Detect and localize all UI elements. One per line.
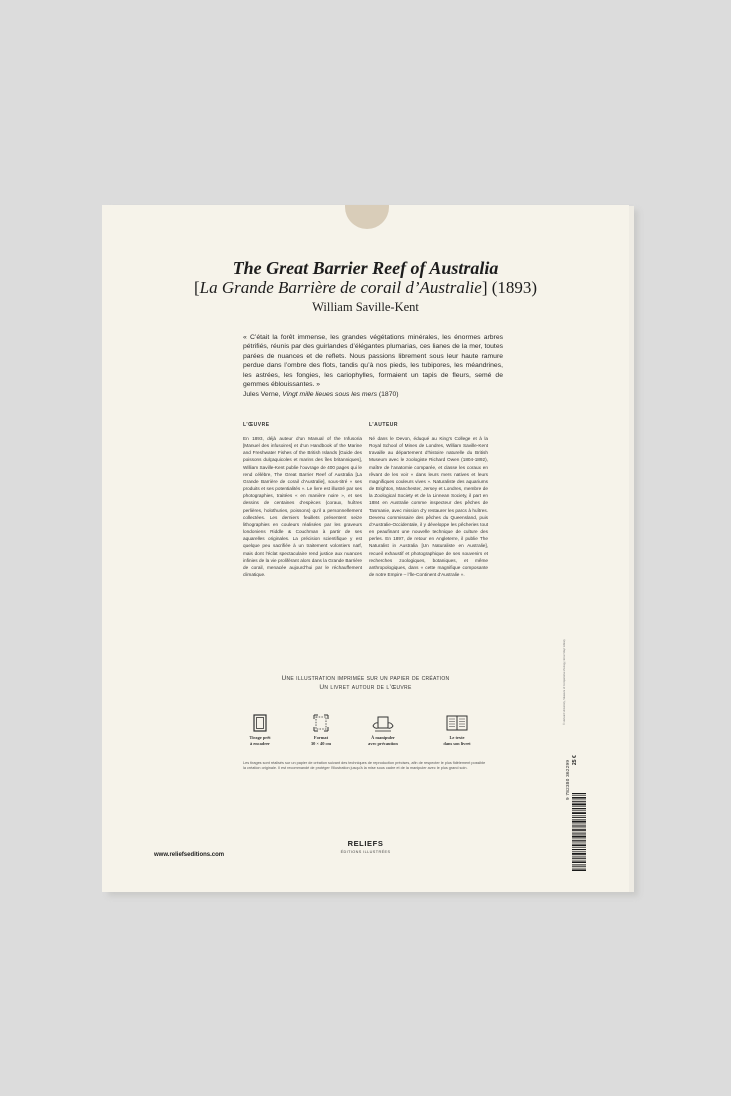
artwork-subtitle: [102, 277, 629, 299]
tagline-print: Une illustration imprimée sur un papier de création: [281, 675, 450, 682]
handle-care-icon: [372, 714, 394, 732]
artwork-title: The Great Barrier Reef of Australia: [232, 258, 499, 278]
feature-handle-care: [353, 714, 413, 746]
feature-framed-print: [230, 714, 290, 746]
price-label: 25 €: [572, 755, 578, 765]
auteur-text: Né dans le Devon, éduqué au King’s College et à la Royal School of Mines de Londres, William Saville-Kent travaille au département d’histoire naturelle du British Museum avec le zoologiste Richard Owen (1804-1892), maître de l’anatomie comparée, et classe les coraux en rêvant de les voir « dans leurs mers natives et leurs magnifiques couleurs vives ». Naturaliste des aquariums de Brighton, Manchester, Jersey et Londres, membre de la Zoological Society et de la Linnean Society, il part en 1884 en Australie comme inspecteur des pêches de Tasmanie, avec mission d’y restaurer les parcs à huîtres. Devenu commissaire des pêches du Queensland, puis d’Australie-Occidentale, il y développe les pêcheries tout en peaufinant une nouvelle technique de culture des perles. En 1897, de retour en Angleterre, il publie The Naturalist in Australia [Un Naturaliste en Australie], recueil exhaustif et photographique de ses souvenirs et recherches zoologiques, botaniques, et même anthropologiques, dans « cette magnifique composante de notre Empire – l’Île-Continent d’Australie ».: [369, 436, 488, 577]
feature-label-2: dans son livret: [443, 740, 471, 746]
tagline-booklet: Un livret autour de l’œuvre: [319, 684, 412, 691]
epigraph-source-year: (1870): [377, 391, 399, 398]
auteur-heading: L’AUTEUR: [369, 422, 398, 428]
format-icon: [313, 714, 329, 732]
booklet-icon: [446, 714, 468, 732]
barcode-icon: [572, 793, 586, 871]
subtitle-french-title: La Grande Barrière de corail d’Australie: [199, 278, 482, 297]
website-link: www.reliefseditions.com: [154, 852, 225, 858]
oeuvre-heading: L’ŒUVRE: [243, 422, 270, 428]
feature-label-1: Le texte: [449, 735, 465, 740]
feature-format: [291, 714, 351, 746]
feature-booklet: [427, 714, 487, 746]
feature-label-2: 30 × 40 cm: [310, 740, 332, 746]
framed-print-icon: [253, 714, 267, 732]
publisher-tagline: ÉDITIONS ILLUSTRÉES: [340, 850, 391, 854]
epigraph-source-work: Vingt mille lieues sous les mers: [282, 391, 377, 398]
portfolio-sleeve: [102, 205, 629, 892]
epigraph-quote: « C’était la forêt immense, les grandes végétations minérales, les énormes arbres pétrifiés, réunis par des guirlandes d’élégantes plumarias, ces lianes de la mer, toutes parées de nuances et de reflets. Nous passions librement sous leur haute ramure perdue dans l’ombre des flots, tandis qu’à nos pieds, les tubipores, les méandrines, les astrées, les fongies, les cariophylles, formaient un tapis de fleurs, semé de gemmes éblouissantes. »: [243, 334, 503, 389]
epigraph-source-author: Jules Verne,: [243, 391, 283, 398]
feature-label-1: À manipuler: [371, 735, 395, 740]
thumb-notch: [345, 205, 389, 229]
publisher-logo: RELIEFS: [347, 839, 384, 848]
oeuvre-text: En 1893, déjà auteur d’un Manual of the Infusoria [Manuel des infusoires] et d’un Handbook of the Marine and Freshwater Fishes of the British Islands [Guide des poissons dulçaquicoles et marins des îles britanniques], William Saville-Kent publie l’ouvrage de 400 pages qui le rend célèbre, The Great Barrier Reef of Australia [La Grande Barrière de corail d’Australie], sous-titré « ses produits et ses potentialités ». Le livre est illustré par ses photographies, traitées « en manière noire », et ses dessins de centaines d’espèces (coraux, huîtres perlières, holothuries, poissons) qu’il a personnellement collectées. Les derniers feuillets présentent seize lithographies en couleurs réalisées par les graveurs londoniens Riddle & Couchman à partir de ses aquarelles originales. La précision scientifique y est quelque peu sacrifiée à un traitement volontiers naïf, mais dont l’éclat spectaculaire rend justice aux nuances infinies de la vie proliférant alors dans la Grande Barrière de corail, menacée aujourd’hui par le réchauffement climatique.: [243, 436, 362, 577]
feature-label-1: Format: [313, 735, 329, 740]
epigraph-source: [243, 390, 503, 399]
feature-label-1: Tirage prêt: [249, 735, 271, 740]
feature-label-2: à encadrer: [249, 740, 271, 746]
care-fine-print: Les tirages sont réalisés sur un papier de création suivant des techniques de reproduction précises, afin de respecter le plus fidèlement possible la création originale. Il est recommandé de protéger l’illustration jusqu’à la mise sous cadre et de la manipuler avec le plus grand soin.: [243, 761, 486, 771]
isbn-number: 9 782380 362299: [565, 759, 570, 800]
artwork-author: William Saville-Kent: [312, 300, 419, 314]
subtitle-bracket-open: [: [193, 278, 200, 297]
image-copyright: © Harvard University, Museum of Comparative Zoology, Ernst Mayr Library: [563, 639, 566, 725]
subtitle-year: ] (1893): [481, 278, 538, 297]
feature-label-2: avec précaution: [368, 740, 398, 746]
